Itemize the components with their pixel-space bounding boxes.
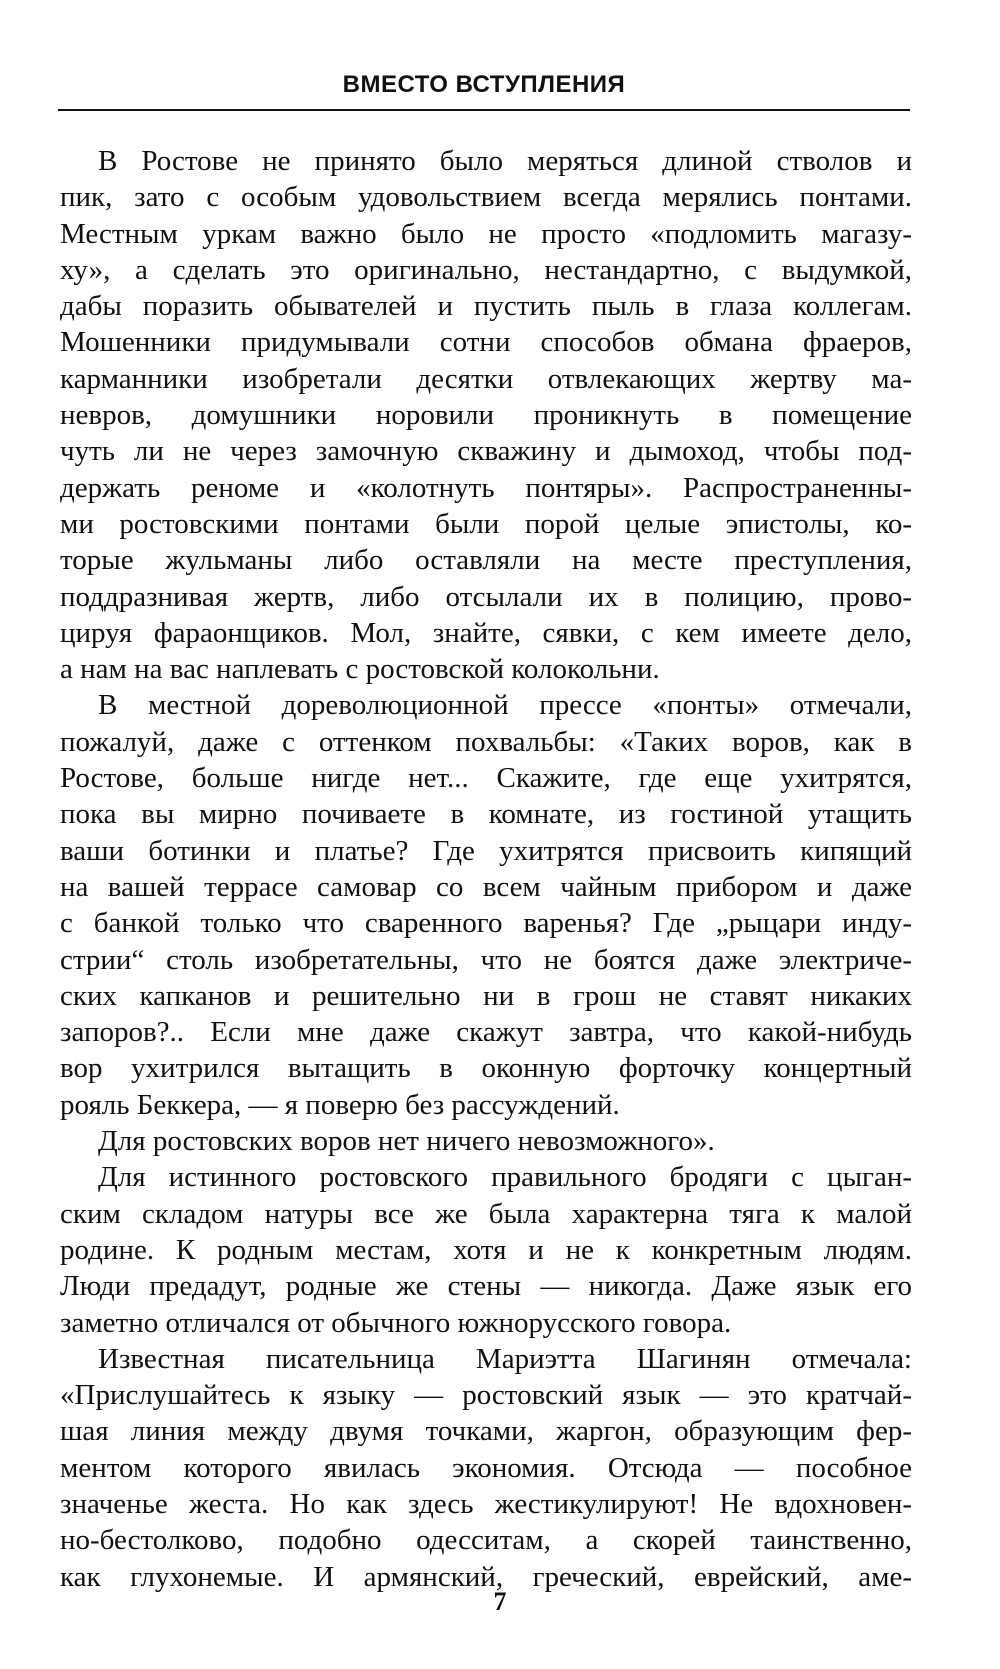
text-line: но-бестолково, подобно одесситам, а скорей таинственно,: [60, 1524, 912, 1557]
text-line: ху», а сделать это оригинально, нестандартно, с выдумкой,: [60, 253, 912, 286]
text-line: вор ухитрился вытащить в оконную форточку концертный: [60, 1052, 912, 1085]
text-line: Ростове, больше нигде нет... Скажите, где еще ухитрятся,: [60, 762, 912, 795]
text-line: Для истинного ростовского правильного бродяги с цыган-: [98, 1161, 912, 1194]
text-line: Люди предадут, родные же стены — никогда. Даже язык его: [60, 1270, 912, 1303]
text-line: «Прислушайтесь к языку — ростовский язык — это кратчай-: [60, 1379, 912, 1412]
text-line: шая линия между двумя точками, жаргон, образующим фер-: [60, 1415, 912, 1448]
text-line: Для ростовских воров нет ничего невозможного».: [98, 1125, 715, 1158]
paragraph: [60, 1159, 912, 1340]
text-line: Мошенники придумывали сотни способов обмана фраеров,: [60, 326, 912, 359]
text-line: как глухонемые. И армянский, греческий, еврейский, аме-: [60, 1560, 912, 1593]
text-line: невров, домушники норовили проникнуть в помещение: [60, 399, 912, 432]
text-line: ми ростовскими понтами были порой целые эпистолы, ко-: [60, 507, 912, 540]
text-line: родине. К родным местам, хотя и не к конкретным людям.: [60, 1233, 912, 1266]
paragraph: [60, 1123, 912, 1159]
text-line: запоров?.. Если мне даже скажут завтра, что какой-нибудь: [60, 1016, 912, 1049]
running-head: ВМЕСТО ВСТУПЛЕНИЯ: [342, 71, 626, 98]
page-number: 7: [493, 1587, 507, 1616]
text-line: на вашей террасе самовар со всем чайным прибором и даже: [60, 870, 912, 903]
text-line: пожалуй, даже с оттенком похвальбы: «Таких воров, как в: [60, 725, 912, 758]
text-line: заметно отличался от обычного южнорусского говора.: [60, 1306, 732, 1339]
text-line: держать реноме и «колотнуть понтяры». Распространенны-: [60, 471, 912, 504]
text-line: В Ростове не принято было меряться длиной стволов и: [98, 145, 912, 177]
text-line: цируя фараонщиков. Мол, знайте, сявки, с кем имеете дело,: [60, 616, 912, 649]
text-line: рояль Беккера, — я поверю без рассуждений.: [60, 1088, 620, 1121]
text-line: дабы поразить обывателей и пустить пыль в глаза коллегам.: [60, 290, 912, 323]
text-line: чуть ли не через замочную скважину и дымоход, чтобы под-: [60, 435, 912, 468]
body-text: [60, 143, 912, 1595]
text-line: стрии“ столь изобретательны, что не боятся даже электриче-: [60, 943, 912, 976]
text-line: с банкой только что сваренного варенья? Где „рыцари инду-: [60, 907, 912, 940]
paragraph: [60, 687, 912, 1123]
text-line: ским складом натуры все же была характерна тяга к малой: [60, 1197, 912, 1230]
text-line: пик, зато с особым удовольствием всегда мерялись понтами.: [60, 181, 912, 214]
text-line: ских капканов и решительно ни в грош не ставят никаких: [60, 979, 912, 1012]
text-line: карманники изобретали десятки отвлекающих жертву ма-: [60, 362, 912, 395]
text-line: торые жульманы либо оставляли на месте преступления,: [60, 544, 912, 577]
paragraph: [60, 1341, 912, 1595]
text-line: а нам на вас наплевать с ростовской колокольни.: [60, 653, 660, 686]
paragraph: [60, 143, 912, 687]
text-line: ментом которого явилась экономия. Отсюда — пособное: [60, 1451, 912, 1484]
text-line: ваши ботинки и платье? Где ухитрятся присвоить кипящий: [60, 834, 912, 867]
text-line: Местным уркам важно было не просто «подломить магазу-: [60, 217, 912, 250]
text-line: поддразнивая жертв, либо отсылали их в полицию, прово-: [60, 580, 912, 613]
text-line: значенье жеста. Но как здесь жестикулируют! Не вдохновен-: [60, 1487, 912, 1520]
text-line: пока вы мирно почиваете в комнате, из гостиной утащить: [60, 798, 912, 831]
text-line: Известная писательница Мариэтта Шагинян отмечала:: [98, 1342, 912, 1375]
header-rule: [58, 109, 910, 111]
text-line: В местной дореволюционной прессе «понты» отмечали,: [98, 689, 912, 722]
